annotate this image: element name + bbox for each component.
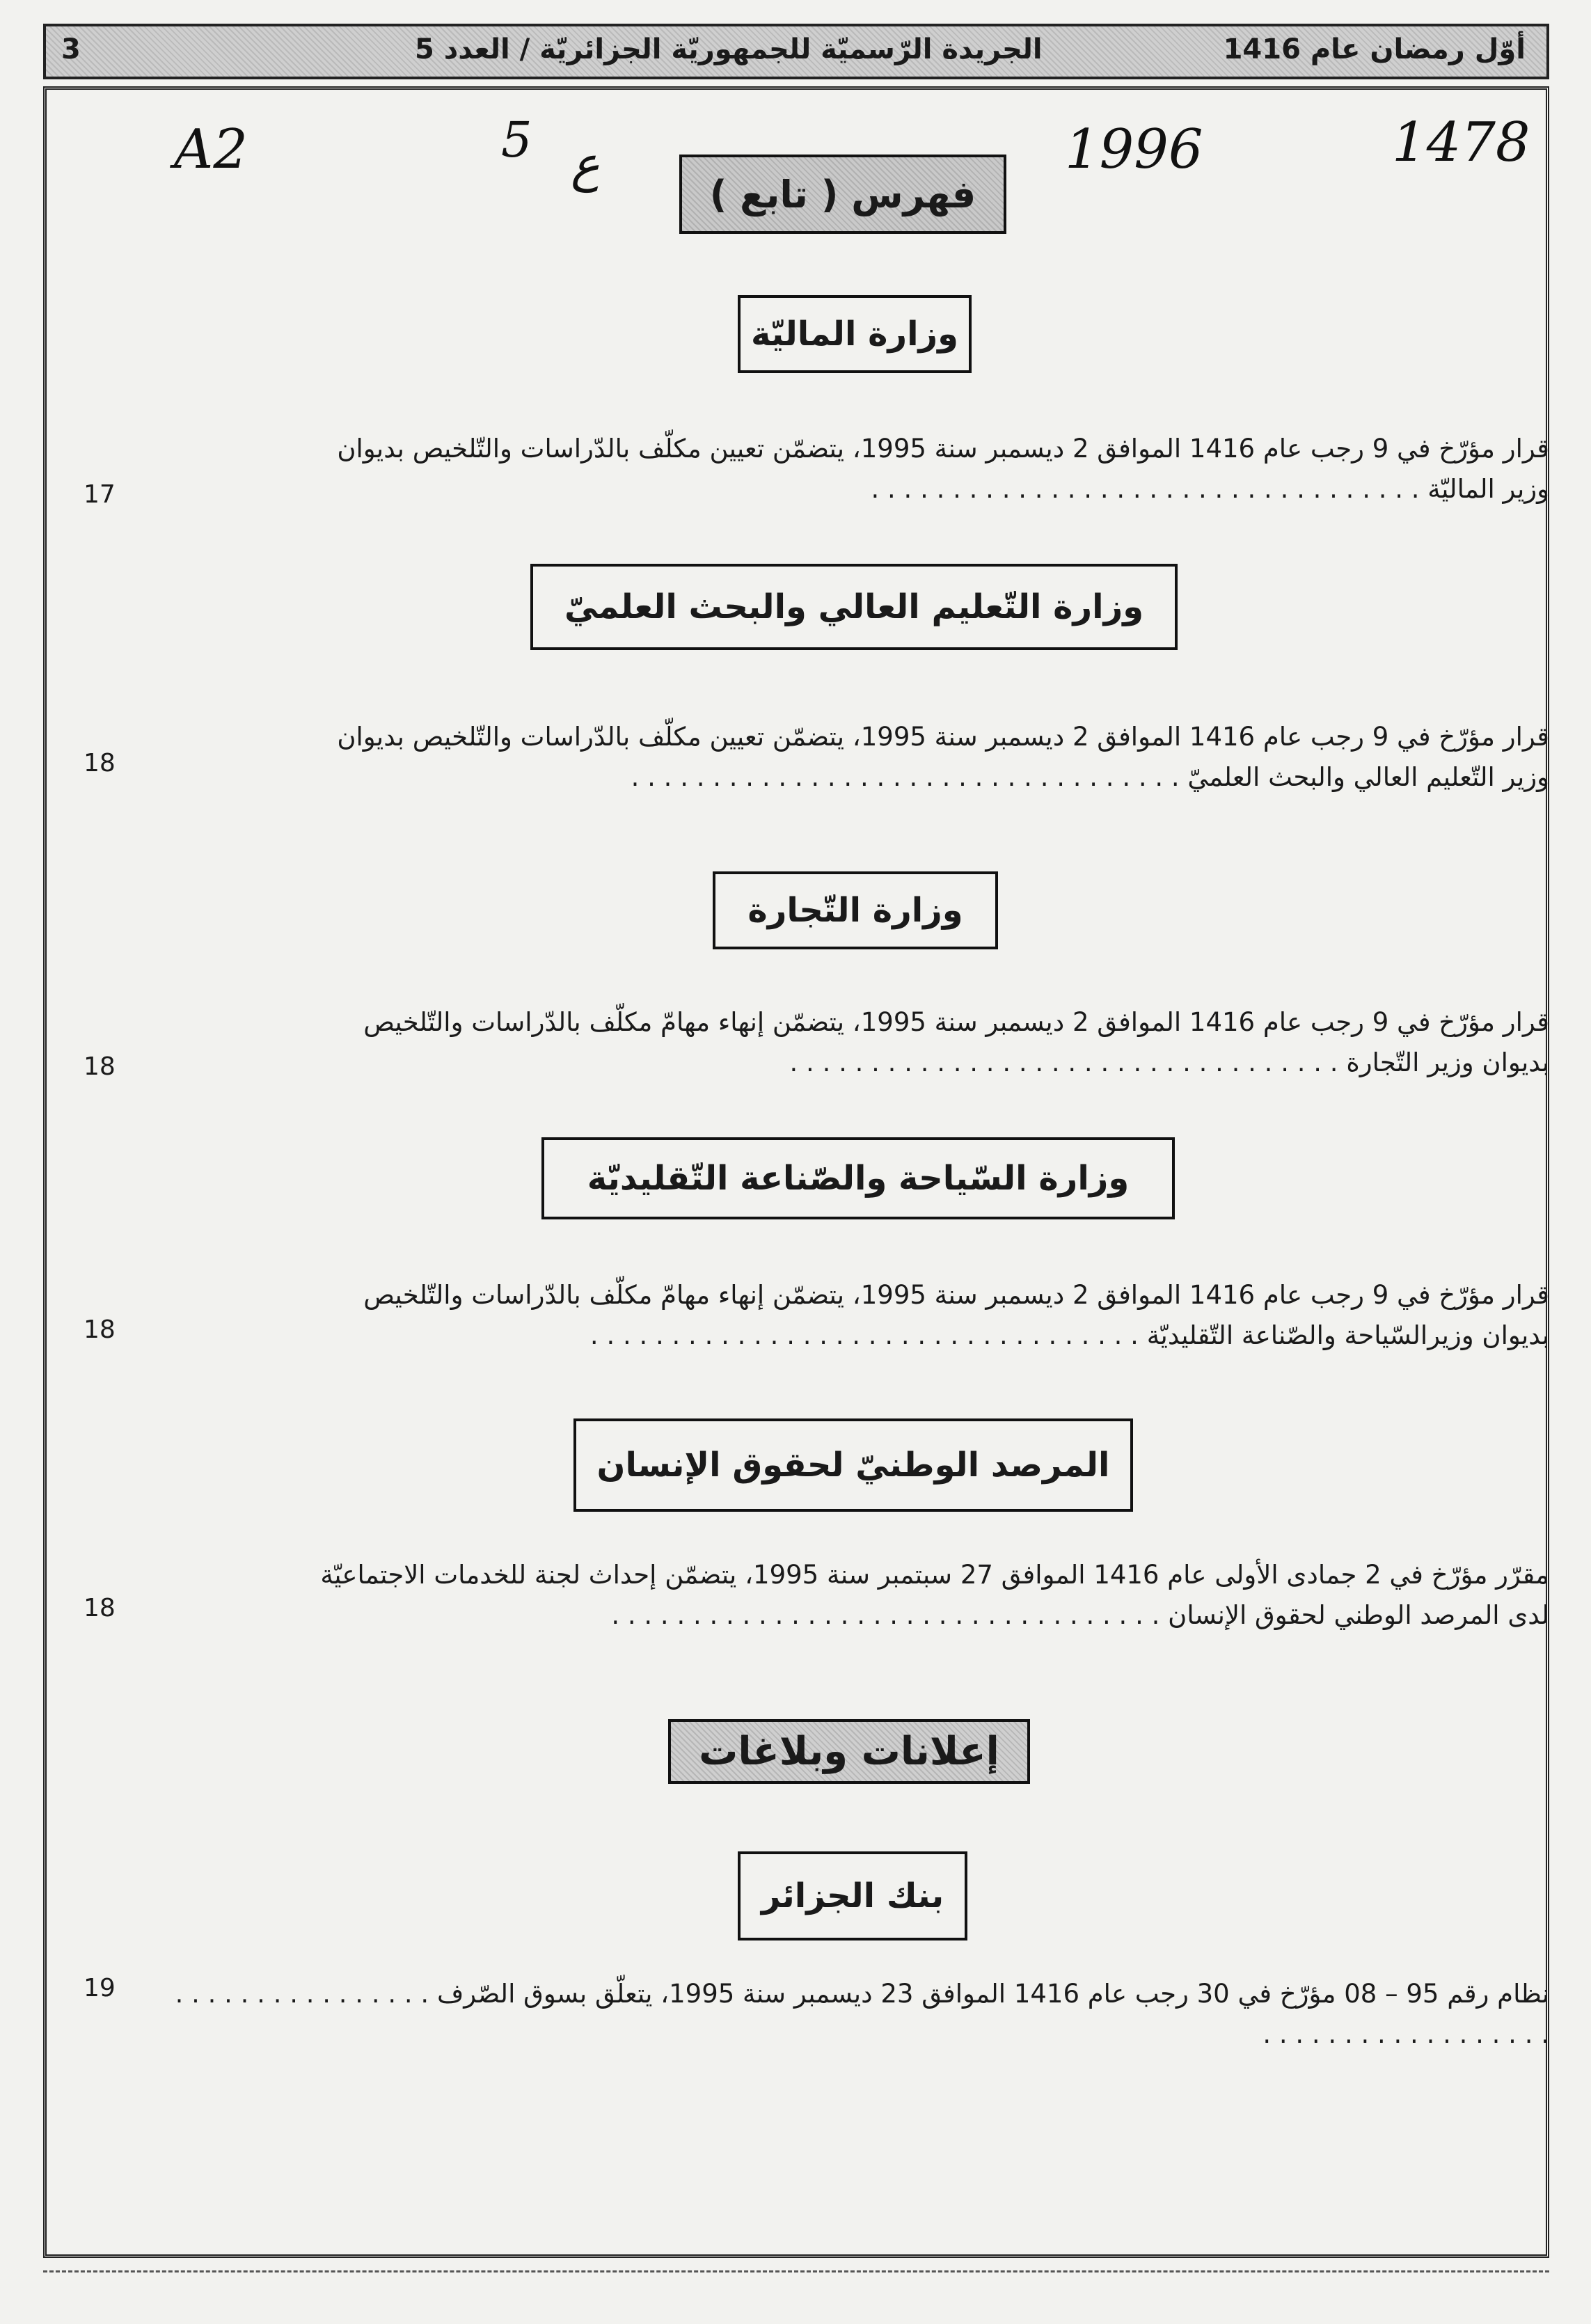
section-title-text: وزارة السّياحة والصّناعة التّقليديّة xyxy=(587,1159,1130,1198)
entry-line1: قرار مؤرّخ في 9 رجب عام 1416 الموافق 2 ديسمبر سنة 1995، يتضمّن تعيين مكلّف بالدّراسات والتّلخيص بديوان xyxy=(337,722,1549,752)
section-title-higher-education xyxy=(530,564,1178,650)
section-title-text: المرصد الوطنيّ لحقوق الإنسان xyxy=(596,1446,1110,1485)
leader-dots: . . . . . . . . . . . . . . . . . . . . . . . . . . . . . . . . . . xyxy=(871,474,1420,504)
header-date: أوّل رمضان عام 1416 xyxy=(1223,33,1526,65)
entry-line1: مقرّر مؤرّخ في 2 جمادى الأولى عام 1416 الموافق 27 سبتمبر سنة 1995، يتضمّن إحداث لجنة للخدمات الاجتماعيّة xyxy=(320,1560,1549,1590)
section-title-human-rights xyxy=(573,1418,1133,1512)
toc-entry xyxy=(171,1002,1549,1083)
index-title xyxy=(679,155,1006,234)
entry-page-number: 17 xyxy=(84,480,116,509)
entry-line1: قرار مؤرّخ في 9 رجب عام 1416 الموافق 2 ديسمبر سنة 1995، يتضمّن إنهاء مهامّ مكلّف بالدّراسات والتّلخيص xyxy=(363,1007,1549,1037)
entry-line2: لدى المرصد الوطني لحقوق الإنسان xyxy=(1168,1600,1549,1630)
entry-line2: بديوان وزيرالسّياحة والصّناعة التّقليديّة xyxy=(1146,1320,1549,1350)
index-title-text: فهرس ( تابع ) xyxy=(709,172,976,216)
section-title-text: وزارة الماليّة xyxy=(751,315,959,354)
handwritten-note-year2: 1478 xyxy=(1392,111,1530,174)
toc-entry xyxy=(171,1275,1549,1356)
entry-line1: قرار مؤرّخ في 9 رجب عام 1416 الموافق 2 ديسمبر سنة 1995، يتضمّن تعيين مكلّف بالدّراسات والتّلخيص بديوان xyxy=(337,434,1549,464)
entry-page-number: 18 xyxy=(84,1052,116,1081)
entry-line1: قرار مؤرّخ في 9 رجب عام 1416 الموافق 2 ديسمبر سنة 1995، يتضمّن إنهاء مهامّ مكلّف بالدّراسات والتّلخيص xyxy=(363,1280,1549,1310)
toc-entry xyxy=(171,1555,1549,1636)
section-title-tourism xyxy=(541,1137,1175,1219)
entry-page-number: 18 xyxy=(84,1315,116,1344)
section-title-text: بنك الجزائر xyxy=(761,1876,944,1915)
leader-dots: . . . . . . . . . . . . . . . . . . . . . . . . . . . . . . . . . . xyxy=(175,1979,1549,2049)
entry-line2: بديوان وزير التّجارة xyxy=(1346,1048,1549,1077)
entry-page-number: 18 xyxy=(84,1594,116,1622)
leader-dots: . . . . . . . . . . . . . . . . . . . . . . . . . . . . . . . . . . xyxy=(789,1048,1338,1077)
section-title-commerce xyxy=(713,871,998,949)
entry-line2: وزير التّعليم العالي والبحث العلميّ xyxy=(1187,762,1549,792)
announcements-title xyxy=(647,1702,1051,1800)
header-page-number: 3 xyxy=(61,33,81,65)
toc-entry xyxy=(171,717,1549,798)
entry-page-number: 18 xyxy=(84,749,116,777)
toc-entry xyxy=(171,429,1549,509)
leader-dots: . . . . . . . . . . . . . . . . . . . . . . . . . . . . . . . . . . xyxy=(589,1320,1139,1350)
handwritten-note-year1: 1996 xyxy=(1065,118,1203,181)
bottom-divider xyxy=(43,2270,1549,2272)
section-title-bank-of-algeria xyxy=(738,1851,967,1940)
section-title-text: وزارة التّجارة xyxy=(747,891,963,930)
section-title-finance xyxy=(738,295,972,373)
toc-entry xyxy=(171,1974,1549,2055)
leader-dots: . . . . . . . . . . . . . . . . . . . . . . . . . . . . . . . . . . xyxy=(631,762,1180,792)
header-gazette-title: الجريدة الرّسميّة للجمهوريّة الجزائريّة / العدد 5 xyxy=(415,33,1043,65)
entry-line2: وزير الماليّة xyxy=(1427,474,1549,504)
handwritten-note-mid2: ع xyxy=(571,136,600,193)
entry-page-number: 19 xyxy=(84,1974,116,2002)
handwritten-note-a2: A2 xyxy=(174,118,248,181)
leader-dots: . . . . . . . . . . . . . . . . . . . . . . . . . . . . . . . . . . xyxy=(611,1600,1160,1630)
handwritten-note-mid1: 5 xyxy=(501,111,532,168)
gazette-header xyxy=(43,24,1549,79)
section-title-text: وزارة التّعليم العالي والبحث العلميّ xyxy=(564,587,1144,626)
entry-line1: نظام رقم 95 – 08 مؤرّخ في 30 رجب عام 1416 الموافق 23 ديسمبر سنة 1995، يتعلّق بسوق الصّرف xyxy=(436,1979,1549,2009)
announcements-title-text: إعلانات وبلاغات xyxy=(668,1719,1030,1784)
